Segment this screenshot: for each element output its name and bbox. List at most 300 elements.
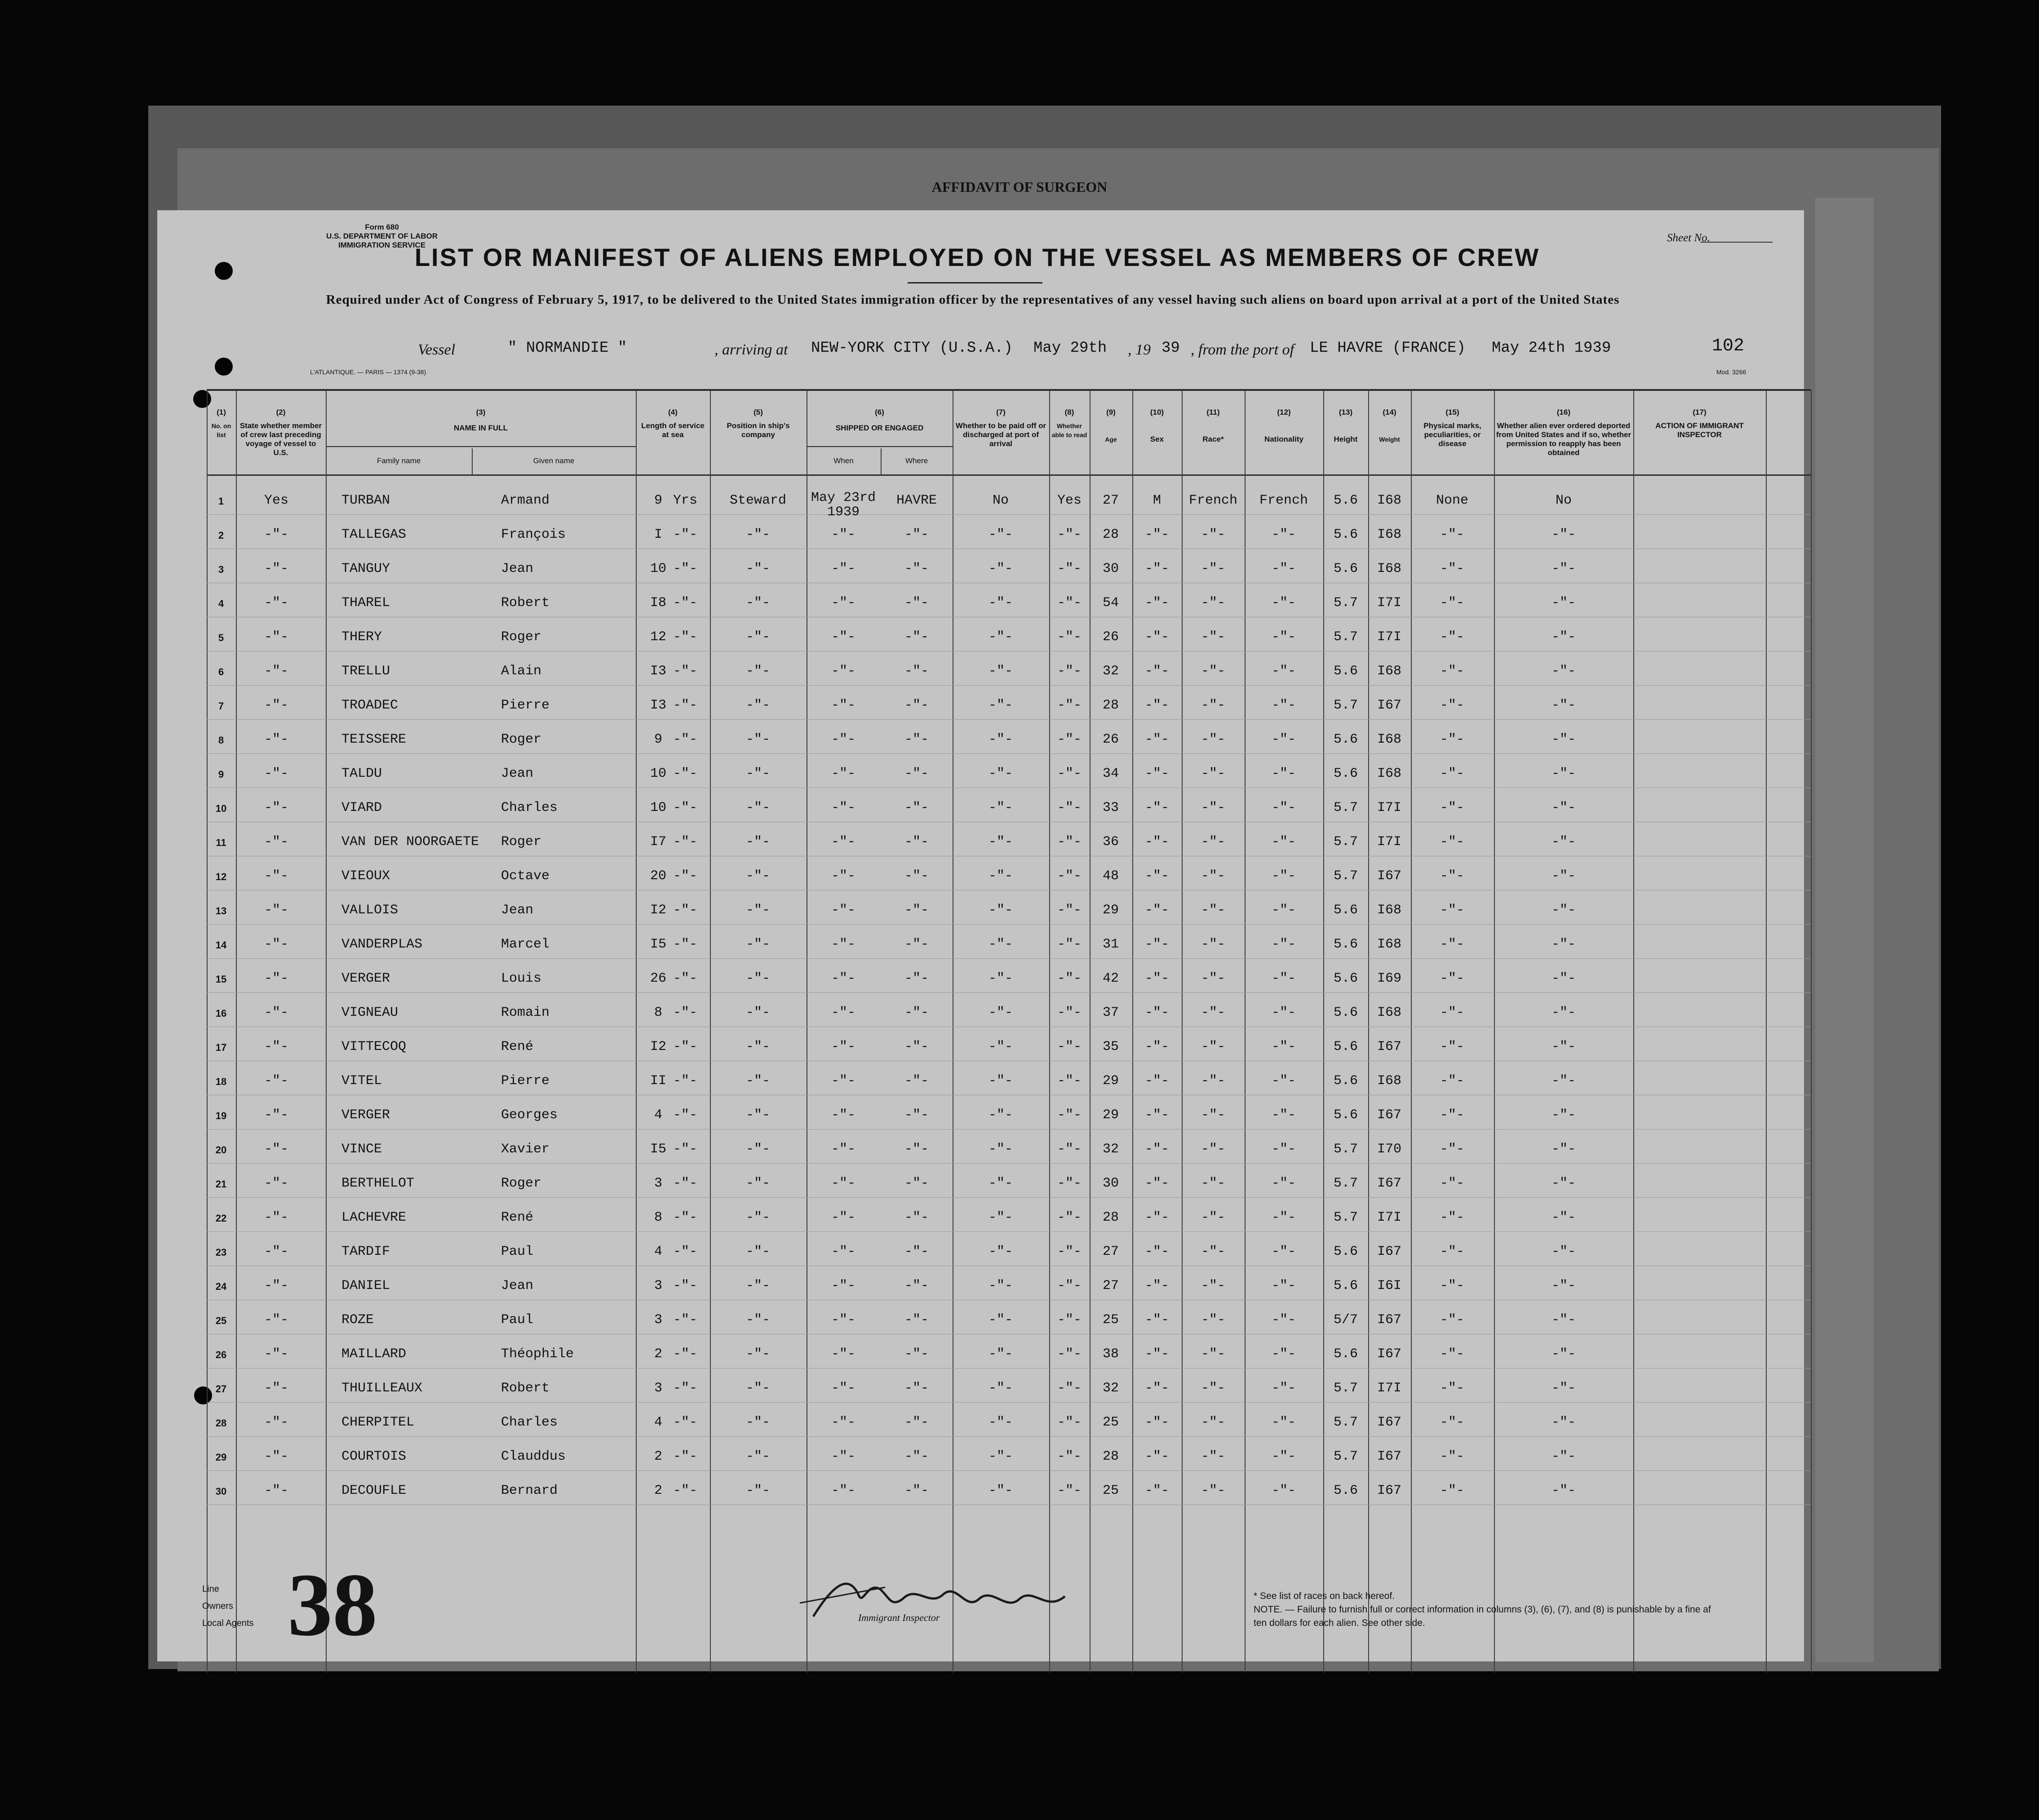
height-cell: 5.7 [1333,595,1358,611]
race-cell: -"- [1201,1381,1226,1396]
weight-cell: I67 [1377,1415,1402,1430]
race-cell: -"- [1201,937,1226,952]
able-read-cell: -"- [1057,766,1082,781]
paid-off-cell: -"- [988,1073,1013,1089]
column-header-label: NAME IN FULL [454,424,508,432]
marks-cell: -"- [1440,834,1465,850]
nationality-cell: -"- [1271,1415,1296,1430]
page-subtitle: Required under Act of Congress of February 5, 1917, to be delivered to the United States immigration officer by the representatives of any vessel having such aliens on board upon arrival at a port of the United States [326,292,1620,307]
shipped-where-cell: -"- [904,1244,929,1259]
able-read-cell: -"- [1057,732,1082,747]
row-rule [207,514,1811,515]
able-read-cell: -"- [1057,1483,1082,1498]
prev-voyage-cell: -"- [264,1346,289,1362]
nationality-cell: -"- [1271,698,1296,713]
service-unit-cell: -"- [673,1312,698,1328]
paid-off-cell: -"- [988,1176,1013,1191]
row-number: 28 [215,1417,227,1429]
nationality-cell: -"- [1271,664,1296,679]
family-name-cell: THUILLEAUX [341,1381,423,1396]
deported-cell: -"- [1551,1483,1576,1498]
height-cell: 5.7 [1333,800,1358,815]
prev-voyage-cell: -"- [264,629,289,645]
given-name-cell: Paul [501,1312,534,1328]
age-cell: 32 [1102,664,1119,679]
able-read-cell: -"- [1057,1449,1082,1464]
service-length-cell: 2 [654,1483,663,1498]
able-read-cell: -"- [1057,1039,1082,1054]
deported-cell: -"- [1551,629,1576,645]
family-name-cell: VANDERPLAS [341,937,423,952]
age-cell: 32 [1102,1381,1119,1396]
family-name-cell: VALLOIS [341,903,399,918]
row-number: 19 [215,1110,227,1121]
sex-cell: -"- [1144,1005,1170,1020]
able-read-cell: -"- [1057,698,1082,713]
sex-cell: -"- [1144,629,1170,645]
sex-cell: -"- [1144,766,1170,781]
service-unit-cell: -"- [673,868,698,884]
shipped-where-cell: -"- [904,1107,929,1123]
marks-cell: -"- [1440,1278,1465,1293]
position-cell: -"- [745,1176,771,1191]
service-length-cell: 2 [654,1346,663,1362]
weight-cell: I67 [1377,1039,1402,1054]
paid-off-cell: -"- [988,664,1013,679]
deported-cell: -"- [1551,800,1576,815]
able-read-cell: -"- [1057,595,1082,611]
subheader-when: When [833,456,854,465]
nationality-cell: -"- [1271,800,1296,815]
sex-cell: -"- [1144,1107,1170,1123]
marks-cell: -"- [1440,971,1465,986]
height-cell: 5.6 [1333,732,1358,747]
family-name-cell: VITEL [341,1073,382,1089]
footnote [1254,1590,1712,1630]
able-read-cell: -"- [1057,937,1082,952]
shipped-where-cell: -"- [904,595,929,611]
deported-cell: -"- [1551,903,1576,918]
note-text: — Failure to furnish full or correct information in columns (3), (6), (7), and (8) is punishable by a fine af ten dollars for each alien. See other side. [1254,1604,1711,1628]
deported-cell: -"- [1551,834,1576,850]
paid-off-cell: -"- [988,903,1013,918]
sex-cell: -"- [1144,1278,1170,1293]
row-number: 3 [218,564,224,575]
weight-cell: I7I [1377,1210,1402,1225]
age-cell: 37 [1102,1005,1119,1020]
height-cell: 5.7 [1333,629,1358,645]
sex-cell: -"- [1144,1381,1170,1396]
height-cell: 5.6 [1333,493,1358,508]
column-header-label: Nationality [1264,435,1303,443]
shipped-where-cell: -"- [904,1381,929,1396]
weight-cell: I67 [1377,1346,1402,1362]
column-header-label: Whether to be paid off or discharged at port of arrival [955,421,1046,448]
position-cell: -"- [745,1142,771,1157]
prev-voyage-cell: -"- [264,1381,289,1396]
position-cell: -"- [745,595,771,611]
service-length-cell: 3 [654,1381,663,1396]
subheader-given: Given name [533,456,575,465]
deported-cell: -"- [1551,1073,1576,1089]
marks-cell: -"- [1440,664,1465,679]
deported-cell: -"- [1551,1210,1576,1225]
marks-cell: -"- [1440,629,1465,645]
prev-voyage-cell: -"- [264,868,289,884]
shipped-when-cell: -"- [831,561,856,576]
sex-cell: -"- [1144,1210,1170,1225]
weight-cell: I67 [1377,1312,1402,1328]
service-length-cell: 2 [654,1449,663,1464]
table-top-rule [207,389,1811,391]
height-cell: 5.6 [1333,971,1358,986]
age-cell: 27 [1102,493,1119,508]
shipped-where-cell: -"- [904,664,929,679]
shipped-where-cell: -"- [904,903,929,918]
row-number: 13 [215,905,227,917]
column-header-label: Whether able to read [1051,422,1087,438]
inspector-caption: Immigrant Inspector [858,1612,940,1623]
marks-cell: -"- [1440,800,1465,815]
able-read-cell: -"- [1057,1312,1082,1328]
given-name-cell: Pierre [501,1073,550,1089]
race-cell: -"- [1201,561,1226,576]
position-cell: -"- [745,1346,771,1362]
nationality-cell: -"- [1271,1312,1296,1328]
marks-cell: -"- [1440,1346,1465,1362]
race-cell: -"- [1201,732,1226,747]
service-unit-cell: -"- [673,527,698,542]
family-name-cell: TANGUY [341,561,390,576]
height-cell: 5.6 [1333,1107,1358,1123]
deported-cell: -"- [1551,1176,1576,1191]
race-cell: -"- [1201,664,1226,679]
row-number: 12 [215,871,227,882]
column-header-label: Whether alien ever ordered deported from United States and if so, whether permission to reapply has been obtained [1496,421,1631,457]
service-length-cell: 10 [650,766,667,781]
given-name-cell: Octave [501,868,550,884]
affidavit-header: AFFIDAVIT OF SURGEON [931,179,1108,195]
able-read-cell: -"- [1057,1005,1082,1020]
prev-voyage-cell: -"- [264,1107,289,1123]
race-cell: -"- [1201,527,1226,542]
mod-code: Mod. 3266 [1716,368,1746,376]
shipped-where-cell: -"- [904,766,929,781]
able-read-cell: -"- [1057,1142,1082,1157]
age-cell: 27 [1102,1244,1119,1259]
deported-cell: -"- [1551,1142,1576,1157]
race-cell: -"- [1201,1176,1226,1191]
sex-cell: -"- [1144,527,1170,542]
nationality-cell: -"- [1271,629,1296,645]
nationality-cell: -"- [1271,1039,1296,1054]
column-number: (10) [1150,408,1164,416]
nationality-cell: -"- [1271,1142,1296,1157]
shipped-where-cell: -"- [904,868,929,884]
weight-cell: I68 [1377,903,1402,918]
service-length-cell: I7 [650,834,667,850]
shipped-where-cell: -"- [904,834,929,850]
column-number: (1) [217,408,226,416]
age-cell: 42 [1102,971,1119,986]
height-cell: 5.7 [1333,1381,1358,1396]
position-cell: -"- [745,561,771,576]
shipped-where-cell: -"- [904,1073,929,1089]
age-cell: 28 [1102,527,1119,542]
race-cell: -"- [1201,1039,1226,1054]
service-length-cell: 26 [650,971,667,986]
shipped-when-cell: -"- [831,766,856,781]
service-unit-cell: -"- [673,1210,698,1225]
able-read-cell: -"- [1057,1073,1082,1089]
race-cell: -"- [1201,903,1226,918]
prev-voyage-cell: -"- [264,937,289,952]
shipped-where-cell: -"- [904,1005,929,1020]
prev-voyage-cell: -"- [264,971,289,986]
nationality-cell: French [1259,493,1308,508]
service-unit-cell: -"- [673,1244,698,1259]
deported-cell: -"- [1551,527,1576,542]
shipped-where-cell: HAVRE [896,493,937,508]
family-name-cell: CHERPITEL [341,1415,415,1430]
column-number: (7) [996,408,1006,416]
shipped-when-cell: -"- [831,903,856,918]
given-name-cell: Jean [501,1278,534,1293]
sex-cell: -"- [1144,971,1170,986]
service-name: IMMIGRATION SERVICE [338,241,426,249]
position-cell: -"- [745,698,771,713]
prev-voyage-cell: Yes [264,493,289,508]
shipped-where-cell: -"- [904,1483,929,1498]
weight-cell: I68 [1377,493,1402,508]
able-read-cell: -"- [1057,800,1082,815]
family-name-cell: DECOUFLE [341,1483,407,1498]
service-unit-cell: -"- [673,1381,698,1396]
shipped-where-cell: -"- [904,1176,929,1191]
sex-cell: -"- [1144,1244,1170,1259]
service-length-cell: 4 [654,1244,663,1259]
sex-cell: -"- [1144,1039,1170,1054]
nationality-cell: -"- [1271,1483,1296,1498]
race-cell: -"- [1201,971,1226,986]
shipped-where-cell: -"- [904,937,929,952]
service-length-cell: I8 [650,595,667,611]
able-read-cell: -"- [1057,1176,1082,1191]
deported-cell: -"- [1551,868,1576,884]
position-cell: -"- [745,1483,771,1498]
family-name-cell: MAILLARD [341,1346,407,1362]
shipped-when-cell: -"- [831,664,856,679]
column-header-label: Physical marks, peculiarities, or disease [1423,421,1481,448]
marks-cell: -"- [1440,1483,1465,1498]
row-number: 7 [218,700,224,712]
deported-cell: -"- [1551,766,1576,781]
deported-cell: -"- [1551,937,1576,952]
marks-cell: -"- [1440,1073,1465,1089]
marks-cell: -"- [1440,698,1465,713]
shipped-when-cell: -"- [831,971,856,986]
punch-hole [194,1386,212,1404]
given-name-cell: Jean [501,903,534,918]
service-length-cell: II [650,1073,667,1089]
prev-voyage-cell: -"- [264,834,289,850]
position-cell: -"- [745,834,771,850]
prev-voyage-cell: -"- [264,1415,289,1430]
arriving-date: May 29th [1033,340,1107,357]
prev-voyage-cell: -"- [264,1278,289,1293]
punch-hole [193,390,211,408]
family-name-cell: THAREL [341,595,390,611]
weight-cell: I67 [1377,1244,1402,1259]
family-name-cell: TALDU [341,766,382,781]
service-unit-cell: -"- [673,595,698,611]
height-cell: 5.6 [1333,1483,1358,1498]
service-length-cell: I3 [650,698,667,713]
shipped-when-cell: -"- [831,1142,856,1157]
row-number: 23 [215,1247,227,1258]
given-name-cell: Charles [501,1415,558,1430]
age-cell: 25 [1102,1312,1119,1328]
prev-voyage-cell: -"- [264,1244,289,1259]
sex-cell: -"- [1144,561,1170,576]
weight-cell: I7I [1377,1381,1402,1396]
weight-cell: I67 [1377,1483,1402,1498]
subheader-where: Where [905,456,928,465]
column-number: (9) [1106,408,1116,416]
weight-cell: I68 [1377,732,1402,747]
nationality-cell: -"- [1271,561,1296,576]
marks-cell: -"- [1440,766,1465,781]
arrival-year: 39 [1161,340,1180,357]
sex-cell: -"- [1144,903,1170,918]
paid-off-cell: -"- [988,595,1013,611]
given-name-cell: Roger [501,732,542,747]
able-read-cell: -"- [1057,561,1082,576]
race-cell: -"- [1201,1107,1226,1123]
able-read-cell: -"- [1057,1244,1082,1259]
service-length-cell: 12 [650,629,667,645]
family-name-cell: VAN DER NOORGAETE [341,834,479,850]
race-cell: -"- [1201,1312,1226,1328]
prev-voyage-cell: -"- [264,698,289,713]
marks-cell: -"- [1440,732,1465,747]
weight-cell: I6I [1377,1278,1402,1293]
service-unit-cell: -"- [673,732,698,747]
age-cell: 29 [1102,1107,1119,1123]
height-cell: 5.6 [1333,527,1358,542]
row-number: 26 [215,1349,227,1360]
height-cell: 5.7 [1333,1142,1358,1157]
family-name-cell: TURBAN [341,493,390,508]
race-cell: -"- [1201,595,1226,611]
row-number: 20 [215,1144,227,1156]
height-cell: 5.6 [1333,561,1358,576]
paid-off-cell: -"- [988,1039,1013,1054]
marks-cell: -"- [1440,1244,1465,1259]
age-cell: 35 [1102,1039,1119,1054]
prev-voyage-cell: -"- [264,1449,289,1464]
page-title: LIST OR MANIFEST OF ALIENS EMPLOYED ON THE VESSEL AS MEMBERS OF CREW [414,243,1540,271]
vessel-line [418,341,1766,364]
nationality-cell: -"- [1271,1107,1296,1123]
height-cell: 5.6 [1333,937,1358,952]
service-unit-cell: -"- [673,937,698,952]
given-name-cell: Théophile [501,1346,574,1362]
service-unit-cell: -"- [673,903,698,918]
weight-cell: I7I [1377,800,1402,815]
service-length-cell: 8 [654,1005,663,1020]
shipped-when-cell: -"- [831,1415,856,1430]
prev-voyage-cell: -"- [264,800,289,815]
arriving-place: NEW-YORK CITY (U.S.A.) [811,340,1013,357]
header-bottom-rule [207,474,1811,476]
marks-cell: -"- [1440,1415,1465,1430]
nationality-cell: -"- [1271,595,1296,611]
height-cell: 5.6 [1333,664,1358,679]
prev-voyage-cell: -"- [264,1176,289,1191]
sex-cell: -"- [1144,1483,1170,1498]
service-length-cell: 9 [654,732,663,747]
sex-cell: -"- [1144,1449,1170,1464]
weight-cell: I67 [1377,1176,1402,1191]
prev-voyage-cell: -"- [264,766,289,781]
arriving-label: , arriving at [714,341,788,358]
weight-cell: I68 [1377,1073,1402,1089]
age-cell: 28 [1102,1210,1119,1225]
weight-cell: I68 [1377,937,1402,952]
sex-cell: -"- [1144,800,1170,815]
shipped-where-cell: -"- [904,629,929,645]
position-cell: -"- [745,629,771,645]
sex-cell: -"- [1144,937,1170,952]
from-port-label: , from the port of [1191,341,1294,358]
shipped-when-cell: -"- [831,629,856,645]
column-number: (5) [754,408,763,416]
position-cell: -"- [745,1415,771,1430]
position-cell: -"- [745,1244,771,1259]
deported-cell: -"- [1551,1449,1576,1464]
race-cell: -"- [1201,629,1226,645]
family-name-cell: VIEOUX [341,868,390,884]
position-cell: -"- [745,766,771,781]
shipped-when-cell: -"- [831,1244,856,1259]
shipped-when-cell: -"- [831,937,856,952]
paid-off-cell: No [992,493,1009,508]
column-number: (6) [875,408,884,416]
row-number: 16 [215,1008,227,1019]
shipped-when-cell: -"- [831,1483,856,1498]
given-name-cell: Roger [501,629,542,645]
column-header-label: Length of service at sea [641,421,705,439]
paid-off-cell: -"- [988,1346,1013,1362]
race-cell: -"- [1201,1415,1226,1430]
able-read-cell: -"- [1057,1415,1082,1430]
service-unit-cell: -"- [673,1142,698,1157]
shipped-where-cell: -"- [904,1142,929,1157]
column-number: (4) [668,408,678,416]
column-number: (8) [1064,408,1074,416]
given-name-cell: Robert [501,1381,550,1396]
service-length-cell: 3 [654,1312,663,1328]
weight-cell: I68 [1377,1005,1402,1020]
column-number: (15) [1445,408,1459,416]
deported-cell: -"- [1551,561,1576,576]
race-cell: -"- [1201,1210,1226,1225]
prev-voyage-cell: -"- [264,1005,289,1020]
departure-date: May 24th 1939 [1492,340,1611,357]
row-number: 14 [215,939,227,951]
able-read-cell: -"- [1057,664,1082,679]
